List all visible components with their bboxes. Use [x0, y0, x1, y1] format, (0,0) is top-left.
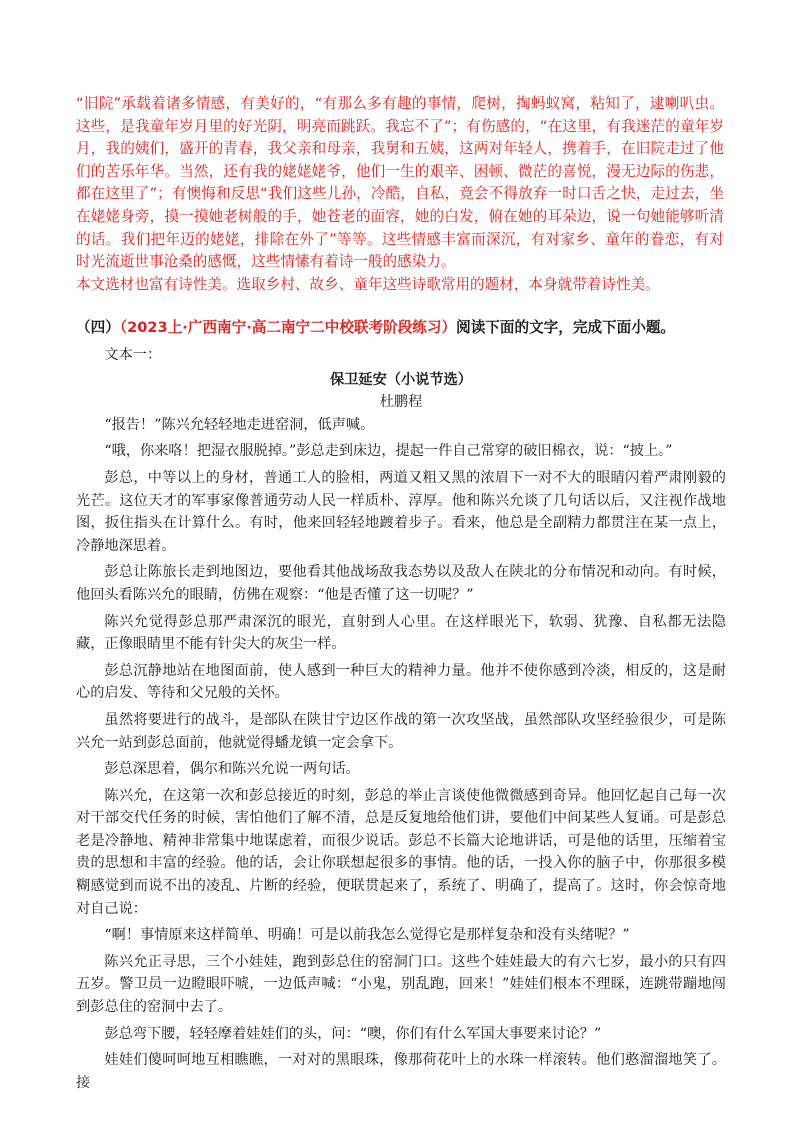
passage-paragraph: 陈兴允，在这第一次和彭总接近的时刻，彭总的举止言谈使他微微感到奇异。他回忆起自己每一次对干部交代任务的时候，害怕他们了解不清，总是反复地给他们讲，要他们中间某些人复诵。可是彭总老是冷静地、精神非常集中地谋虑着，而很少说话。彭总不长篇大论地讲话，可是他的话里，压缩着宝贵的思想和丰富的经验。他的话，会让你联想起很多的事情。他的话，一投入你的脑子中，你那很多模糊感觉到而说不出的凌乱、片断的经验，便联贯起来了，系统了、明确了，提高了。这时，你会惊奇地对自己说： [76, 787, 726, 917]
passage-paragraph: 彭总深思着，偶尔和陈兴允说一两句话。 [104, 761, 360, 778]
passage-paragraph: “哦，你来咯！把湿衣服脱掉。”彭总走到床边，提起一件自己常穿的破旧棉衣，说：“披上。” [104, 443, 673, 460]
passage-paragraph: “啊！事情原来这样简单、明确！可是以前我怎么觉得它是那样复杂和没有头绪呢？” [104, 927, 630, 944]
passage-paragraph: 娃娃们傻呵呵地互相瞧瞧，一对对的黑眼珠，像那荷花叶上的水珠一样滚转。他们憨溜溜地笑了。接 [76, 1052, 726, 1091]
passage-paragraph: 彭总，中等以上的身材，普通工人的脸相，两道又粗又黑的浓眉下一对不大的眼睛闪着严肃刚毅的光芒。这位天才的军事家像普通劳动人民一样质朴、淳厚。他和陈兴允谈了几句话以后，又注视作战地图，扳住指头在计算什么。有时，他来回轻轻地踱着步子。看来，他总是全副精力都贯注在某一点上，冷静地深思着。 [76, 469, 726, 554]
question-source: （2023上·广西南宁·高二南宁二中校联考阶段练习） [119, 319, 457, 336]
question-heading [76, 316, 736, 337]
passage-author: 杜鹏程 [379, 394, 423, 411]
reading-passage [76, 344, 726, 1094]
passage-paragraph: “报告！”陈兴允轻轻地走进窑洞，低声喊。 [104, 416, 375, 433]
passage-paragraph: 彭总让陈旅长走到地图边，要他看其他战场敌我态势以及敌人在陕北的分布情况和动向。有时候，他回头看陈兴允的眼睛，仿佛在观察：“他是否懂了这一切呢？” [76, 564, 726, 603]
passage-paragraph: 彭总弯下腰，轻轻摩着娃娃们的头，问：“噢，你们有什么军国大事要来讨论？” [104, 1025, 602, 1042]
passage-paragraph: 彭总沉静地站在地图面前，使人感到一种巨大的精神力量。他并不使你感到冷淡，相反的，这是耐心的启发、等待和父兄般的关怀。 [76, 662, 726, 702]
question-number: （四） [76, 319, 120, 336]
passage-paragraph: 虽然将要进行的战斗，是部队在陕甘宁边区作战的第一次攻坚战，虽然部队攻坚经验很少，可是陈兴允一站到彭总面前，他就觉得蟠龙镇一定会拿下。 [76, 711, 726, 751]
passage-paragraph: 陈兴允觉得彭总那严肃深沉的眼光，直射到人心里。在这样眼光下，软弱、犹豫、自私都无法隐藏，正像眼睛里不能有针尖大的灰尘一样。 [76, 613, 726, 653]
passage-label: 文本一： [104, 347, 162, 363]
answer-analysis [76, 93, 724, 296]
passage-title: 保卫延安（小说节选） [330, 371, 472, 388]
question-instruction: 阅读下面的文字，完成下面小题。 [456, 319, 676, 336]
analysis-closing: 本文选材也富有诗性美。选取乡村、故乡、童年这些诗歌常用的题材，本身就带着诗性美。 [76, 275, 660, 293]
passage-paragraph: 陈兴允正寻思，三个小娃娃，跑到彭总住的窑洞门口。这些个娃娃最大的有六七岁，最小的只有四五岁。警卫员一边瞪眼吓唬，一边低声喊：“小鬼，别乱跑，回来！”娃娃们根本不理睬，连跳带蹦地闯到彭总住的窑洞中去了。 [76, 953, 726, 1016]
analysis-paragraph: “旧院”承载着诸多情感，有美好的，“有那么多有趣的事情，爬树，掏蚂蚁窝，粘知了，逮喇叭虫。这些，是我童年岁月里的好光阴，明亮而跳跃。我忘不了”；有伤感的，“在这里，有我迷茫的童年岁月，我的姨们，盛开的青春，我父亲和母亲，我舅和五姨，这两对年轻人，携着手，在旧院走过了他们的苦乐年华。当然，还有我的姥姥姥爷，他们一生的艰辛、困顿、微茫的喜悦，漫无边际的伤悲，都在这里了”；有懊悔和反思“我们这些儿孙，冷酷，自私，竟会不得放弃一时口舌之快，走过去，坐在姥姥身旁，摸一摸她老树般的手，她苍老的面容，她的白发，俯在她的耳朵边，说一句她能够听清的话。我们把年迈的姥姥，排除在外了”等等。这些情感丰富而深沉，有对家乡、童年的眷恋，有对时光流逝世事沧桑的感慨，这些情愫有着诗一般的感染力。 [76, 95, 724, 271]
